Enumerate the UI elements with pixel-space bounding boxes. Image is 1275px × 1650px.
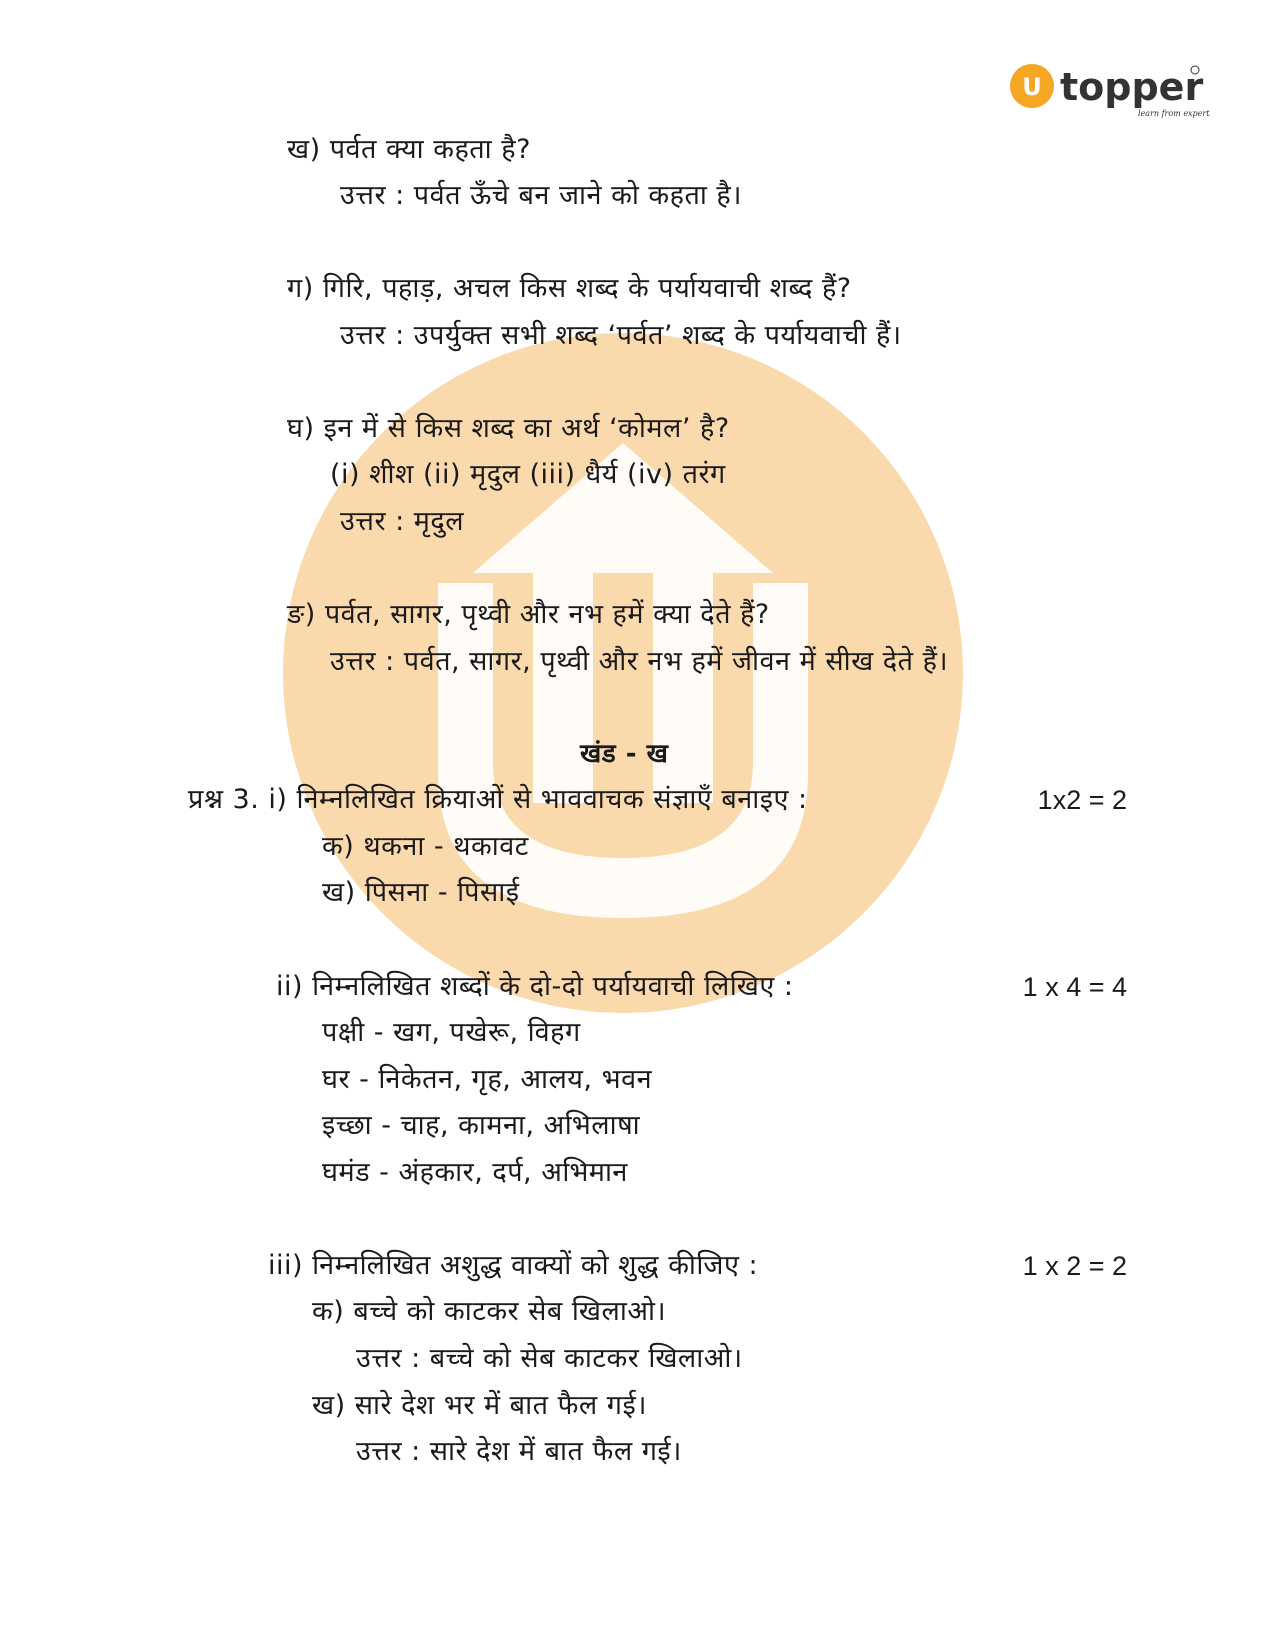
answer-gha: उत्तर : मृदुल — [340, 506, 465, 537]
svg-text:U: U — [1022, 73, 1042, 101]
sentence-ka: क) बच्चे को काटकर सेब खिलाओ। — [312, 1296, 667, 1327]
list-item: घर - निकेतन, गृह, आलय, भवन — [322, 1064, 653, 1095]
question-3-i: प्रश्न 3. i) निम्नलिखित क्रियाओं से भाववाचक संज्ञाएँ बनाइए : — [188, 784, 808, 815]
sentence-kha: ख) सारे देश भर में बात फैल गई। — [312, 1390, 647, 1421]
question-kha: ख) पर्वत क्या कहता है? — [287, 134, 531, 165]
topper-logo — [1010, 62, 1210, 122]
options-gha: (i) शीश (ii) मृदुल (iii) धैर्य (iv) तरंग — [330, 459, 726, 490]
brand-name: topper — [1060, 65, 1204, 109]
marks-3-i: 1x2 = 2 — [1037, 785, 1127, 815]
answer-nga: उत्तर : पर्वत, सागर, पृथ्वी और नभ हमें जीवन में सीख देते हैं। — [330, 646, 949, 677]
marks-3-ii: 1 x 4 = 4 — [1022, 972, 1127, 1002]
list-item: क) थकना - थकावट — [322, 831, 529, 862]
question-3-ii: ii) निम्नलिखित शब्दों के दो-दो पर्यायवाची लिखिए : — [276, 971, 794, 1002]
marks-3-iii: 1 x 2 = 2 — [1022, 1251, 1127, 1281]
answer-kha: उत्तर : पर्वत ऊँचे बन जाने को कहता है। — [340, 180, 742, 211]
question-gha: घ) इन में से किस शब्द का अर्थ ‘कोमल’ है? — [287, 413, 730, 444]
question-nga: ङ) पर्वत, सागर, पृथ्वी और नभ हमें क्या देते हैं? — [287, 599, 770, 630]
section-heading: खंड - ख — [580, 739, 669, 769]
question-ga: ग) गिरि, पहाड़, अचल किस शब्द के पर्यायवाची शब्द हैं? — [287, 273, 852, 304]
list-item: पक्षी - खग, पखेरू, विहग — [322, 1017, 581, 1048]
answer-ga: उत्तर : उपर्युक्त सभी शब्द ‘पर्वत’ शब्द के पर्यायवाची हैं। — [340, 320, 902, 351]
list-item: ख) पिसना - पिसाई — [322, 877, 520, 908]
answer-kha-2: उत्तर : सारे देश में बात फैल गई। — [356, 1436, 682, 1467]
brand-tagline: learn from experts — [1138, 109, 1210, 118]
list-item: इच्छा - चाह, कामना, अभिलाषा — [322, 1110, 641, 1141]
list-item: घमंड - अंहकार, दर्प, अभिमान — [322, 1157, 628, 1188]
answer-ka: उत्तर : बच्चे को सेब काटकर खिलाओ। — [356, 1343, 743, 1374]
question-3-iii: iii) निम्नलिखित अशुद्ध वाक्यों को शुद्ध कीजिए : — [268, 1250, 759, 1281]
